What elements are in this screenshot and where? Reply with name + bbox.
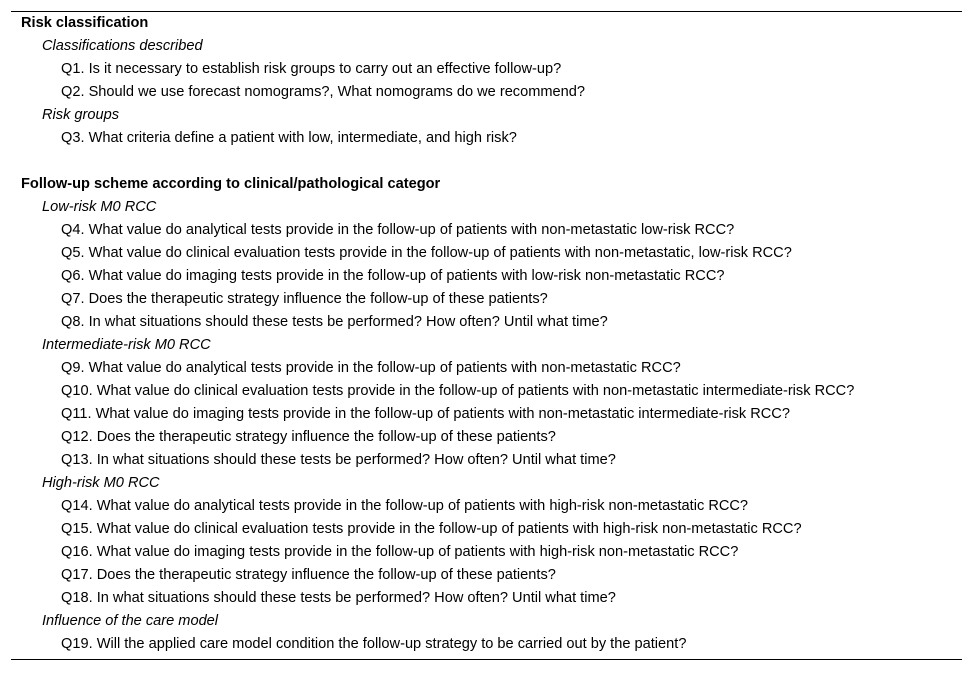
section-spacer [11, 150, 962, 173]
question-q6: Q6. What value do imaging tests provide in the follow-up of patients with low-risk non-metastatic RCC? [61, 268, 725, 284]
group-heading-care-model: Influence of the care model [42, 613, 219, 629]
question-q17: Q17. Does the therapeutic strategy influence the follow-up of these patients? [61, 567, 556, 583]
question-q18: Q18. In what situations should these tests be performed? How often? Until what time? [61, 590, 616, 606]
question-q16: Q16. What value do imaging tests provide in the follow-up of patients with high-risk non-metastatic RCC? [61, 544, 739, 560]
section-heading-follow-up-scheme: Follow-up scheme according to clinical/pathological categor [21, 176, 441, 192]
question-q12: Q12. Does the therapeutic strategy influence the follow-up of these patients? [61, 429, 556, 445]
question-q2: Q2. Should we use forecast nomograms?, What nomograms do we recommend? [61, 84, 585, 100]
group-heading-risk-groups: Risk groups [42, 107, 120, 123]
question-q19: Q19. Will the applied care model condition the follow-up strategy to be carried out by the patient? [61, 636, 687, 652]
question-q1: Q1. Is it necessary to establish risk groups to carry out an effective follow-up? [61, 61, 562, 77]
group-heading-low-risk: Low-risk M0 RCC [42, 199, 157, 215]
question-q3: Q3. What criteria define a patient with low, intermediate, and high risk? [61, 130, 517, 146]
question-q14: Q14. What value do analytical tests provide in the follow-up of patients with high-risk non-metastatic RCC? [61, 498, 749, 514]
question-q9: Q9. What value do analytical tests provide in the follow-up of patients with non-metastatic RCC? [61, 360, 681, 376]
section-heading-risk-classification: Risk classification [21, 15, 149, 31]
group-heading-classifications-described: Classifications described [42, 38, 203, 54]
questions-table [11, 11, 962, 660]
question-q5: Q5. What value do clinical evaluation tests provide in the follow-up of patients with non-metastatic, low-risk RCC? [61, 245, 792, 261]
question-q7: Q7. Does the therapeutic strategy influence the follow-up of these patients? [61, 291, 548, 307]
group-heading-high-risk: High-risk M0 RCC [42, 475, 160, 491]
table-content [11, 12, 962, 656]
question-q8: Q8. In what situations should these tests be performed? How often? Until what time? [61, 314, 608, 330]
question-q10: Q10. What value do clinical evaluation tests provide in the follow-up of patients with non-metastatic intermediate-risk RCC? [61, 383, 855, 399]
question-q11: Q11. What value do imaging tests provide in the follow-up of patients with non-metastatic intermediate-risk RCC? [61, 406, 790, 422]
question-q15: Q15. What value do clinical evaluation tests provide in the follow-up of patients with high-risk non-metastatic RCC? [61, 521, 802, 537]
question-q13: Q13. In what situations should these tests be performed? How often? Until what time? [61, 452, 616, 468]
question-q4: Q4. What value do analytical tests provide in the follow-up of patients with non-metastatic low-risk RCC? [61, 222, 735, 238]
group-heading-intermediate-risk: Intermediate-risk M0 RCC [42, 337, 211, 353]
